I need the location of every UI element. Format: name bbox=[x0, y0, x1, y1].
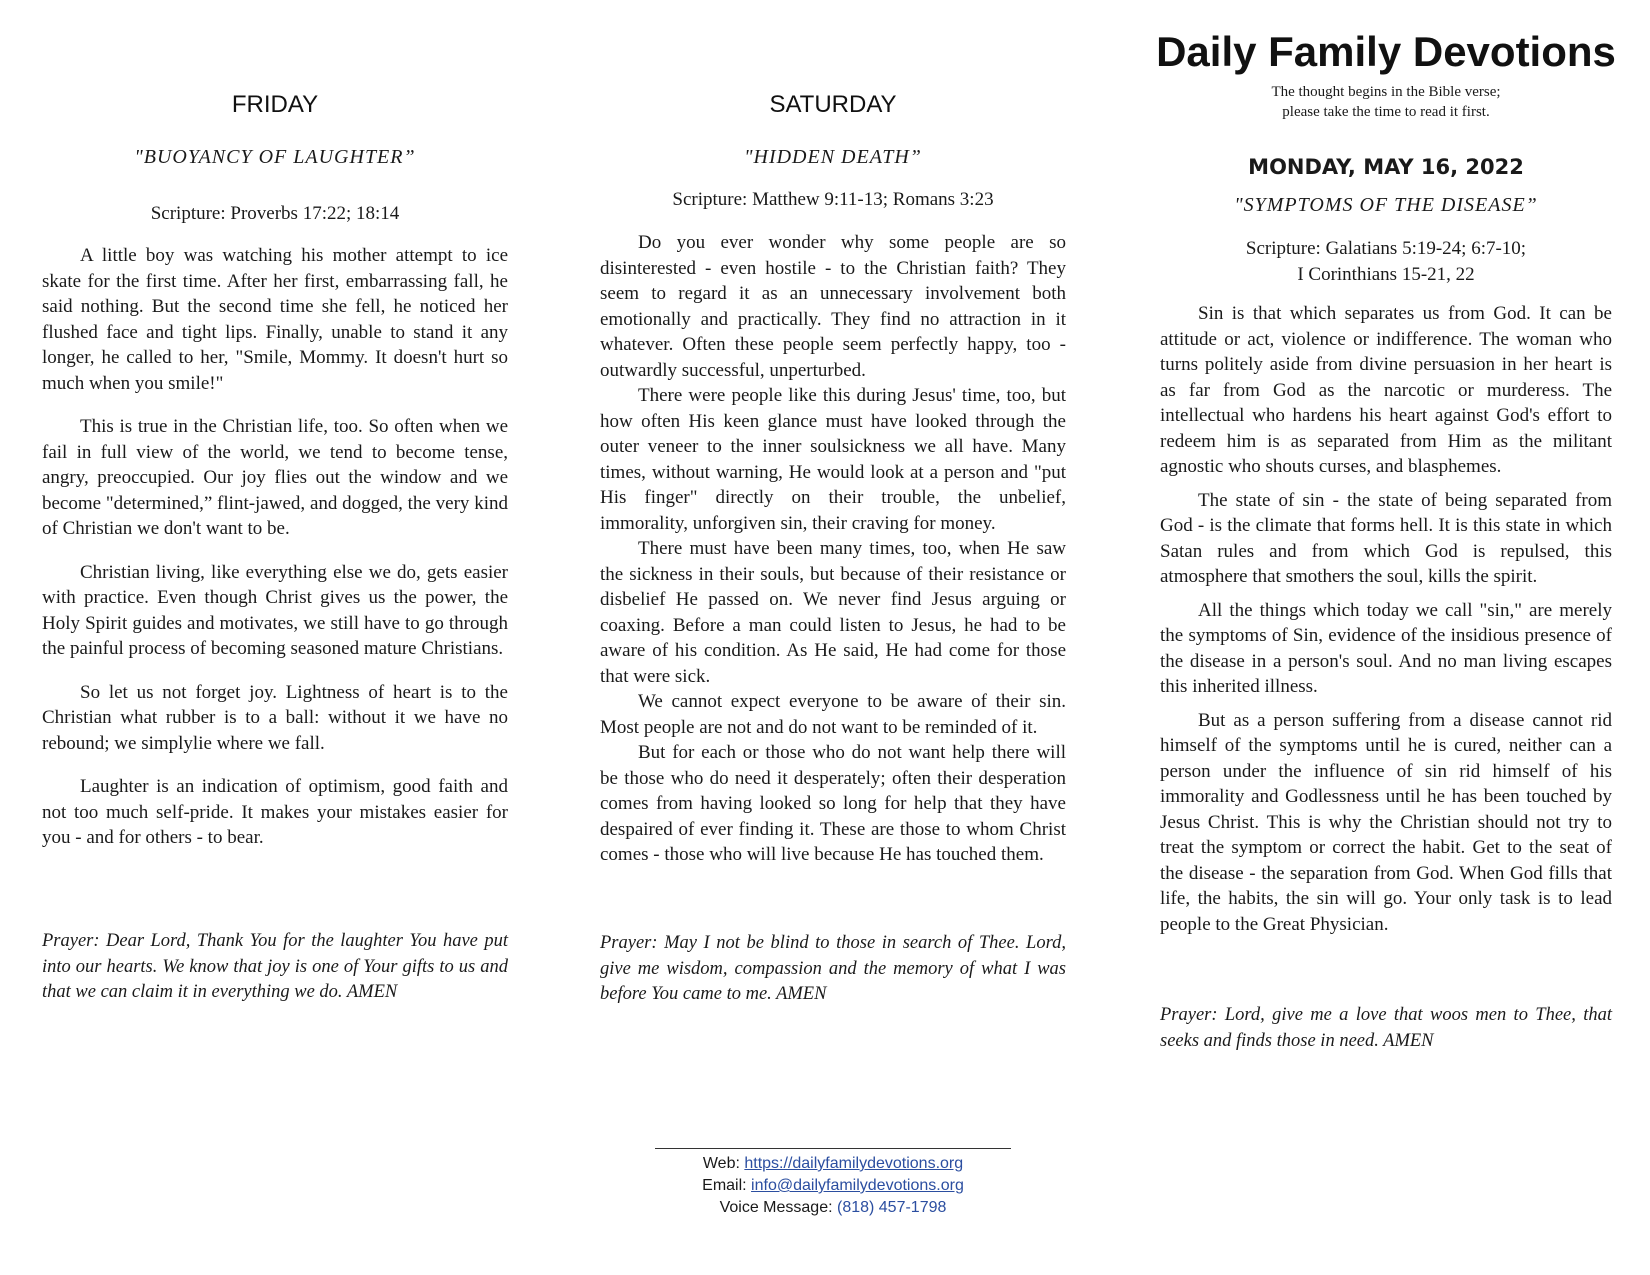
friday-prayer: Prayer: Dear Lord, Thank You for the laughter You have put into our hearts. We know that joy is one of Your gifts to us and that we can claim it in everything we do. AMEN bbox=[42, 931, 508, 1002]
footer-web-line bbox=[600, 1153, 1066, 1175]
scripture-line: Scripture: Galatians 5:19-24; 6:7-10; bbox=[1245, 238, 1527, 259]
monday-scripture bbox=[1160, 236, 1612, 288]
friday-title: "BUOYANCY OF LAUGHTER” bbox=[134, 146, 416, 168]
monday-paragraph: All the things which today we call "sin," are merely the symptoms of Sin, evidence of the insidious presence of the disease in a person's soul. And no man living escapes this inherited illness. bbox=[1160, 599, 1612, 697]
friday-body bbox=[42, 243, 508, 869]
contact-footer bbox=[600, 1148, 1066, 1219]
email-label: Email: bbox=[702, 1177, 752, 1194]
saturday-paragraph: But for each or those who do not want help there will be those who do need it desperately; often their desperation comes from having looked so long for help that they have despaired of ever finding it. These are those to whom Christ comes - those who will live because He has touched them. bbox=[600, 742, 1066, 865]
saturday-heading: SATURDAY bbox=[769, 91, 897, 118]
saturday-title: "HIDDEN DEATH” bbox=[744, 146, 922, 168]
monday-paragraph: But as a person suffering from a disease cannot rid himself of the symptoms until he is cured, neither can a person under the influence of sin rid himself of his immorality and Godlessness until he has been touched by Jesus Christ. This is why the Christian should not try to treat the symptom or correct the habit. Get to the seat of the disease - the separation from God. When God fills that life, the habits, the sin will go. Your only task is to lead people to the Great Physician. bbox=[1160, 709, 1612, 935]
saturday-paragraph: There must have been many times, too, when He saw the sickness in their souls, but because of their resistance or disbelief He passed on. We never find Jesus arguing or coaxing. Before a man could listen to Jesus, he had to be aware of his condition. As He said, He had come for those that were sick. bbox=[600, 538, 1066, 687]
friday-paragraph: Laughter is an indication of optimism, good faith and not too much self-pride. It makes your mistakes easier for you - and for others - to bear. bbox=[42, 776, 508, 848]
monday-body bbox=[1160, 301, 1612, 945]
saturday-paragraph: There were people like this during Jesus' time, too, but how often His keen glance must have looked through the outer veneer to the inner soulsickness we all have. Many times, without warning, He would look at a person and "put His finger" directly on their trouble, the unbelief, immorality, unforgiven sin, their craving for money. bbox=[600, 385, 1066, 534]
website-link[interactable]: https://dailyfamilydevotions.org bbox=[744, 1155, 964, 1172]
saturday-scripture: Scripture: Matthew 9:11-13; Romans 3:23 bbox=[672, 189, 994, 210]
friday-paragraph: A little boy was watching his mother attempt to ice skate for the first time. After her first, embarrassing fall, he said nothing. But the second time she fell, he noticed her flushed face and tight lips. Finally, unable to stand it any longer, he called to her, "Smile, Mommy. It doesn't hurt so much when you smile!" bbox=[42, 245, 508, 394]
friday-paragraph: So let us not forget joy. Lightness of heart is to the Christian what rubber is to a ball: without it we have no rebound; we simplylie where we fall. bbox=[42, 681, 508, 754]
email-link[interactable]: info@dailyfamilydevotions.org bbox=[751, 1177, 964, 1194]
friday-paragraph: This is true in the Christian life, too. So often when we fail in full view of the world, we tend to become tense, angry, preoccupied. Our joy flies out the window and we become "determined,” flint-jawed, and dogged, the very kind of Christian we don't want to be. bbox=[42, 416, 508, 539]
monday-prayer: Prayer: Lord, give me a love that woos men to Thee, that seeks and finds those in need. AMEN bbox=[1160, 1005, 1612, 1051]
saturday-paragraph: We cannot expect everyone to be aware of their sin. Most people are not and do not want to be reminded of it. bbox=[600, 691, 1066, 738]
tagline-line: The thought begins in the Bible verse; bbox=[1271, 84, 1501, 100]
phone-number[interactable]: (818) 457-1798 bbox=[836, 1199, 947, 1216]
monday-title: "SYMPTOMS OF THE DISEASE” bbox=[1234, 194, 1538, 216]
saturday-prayer: Prayer: May I not be blind to those in search of Thee. Lord, give me wisdom, compassion and the memory of what I was before You came to me. AMEN bbox=[600, 933, 1066, 1004]
masthead-tagline bbox=[1160, 82, 1612, 122]
friday-paragraph: Christian living, like everything else we do, gets easier with practice. Even though Christ gives us the power, the Holy Spirit guides and motivates, we still have to go through the painful process of becoming seasoned mature Christians. bbox=[42, 561, 508, 659]
monday-paragraph: Sin is that which separates us from God. It can be attitude or act, violence or indifference. The woman who turns politely aside from divine persuasion in her heart is as far from God as the narcotic or murderess. The intellectual who hardens his heart against God's effort to redeem him is as separated from Him as the militant agnostic who shouts curses, and blasphemes. bbox=[1160, 303, 1612, 477]
masthead-title: Daily Family Devotions bbox=[1156, 28, 1616, 75]
monday-date: MONDAY, MAY 16, 2022 bbox=[1248, 155, 1524, 179]
saturday-body bbox=[600, 230, 1066, 868]
friday-heading: FRIDAY bbox=[231, 91, 319, 118]
voice-label: Voice Message: bbox=[719, 1199, 837, 1216]
footer-voice-line bbox=[600, 1197, 1066, 1219]
monday-paragraph: The state of sin - the state of being separated from God - is the climate that forms hell. It is this state in which Satan rules and from which God is repulsed, this atmosphere that smothers the soul, kills the spirit. bbox=[1160, 489, 1612, 587]
scripture-line: I Corinthians 15-21, 22 bbox=[1297, 264, 1475, 285]
footer-email-line bbox=[600, 1175, 1066, 1197]
saturday-paragraph: Do you ever wonder why some people are so disinterested - even hostile - to the Christian faith? They seem to regard it as an unnecessary involvement both emotionally and practically. They find no attraction in it whatever. Often these people seem perfectly happy, too - outwardly successful, unperturbed. bbox=[600, 232, 1066, 381]
friday-scripture: Scripture: Proverbs 17:22; 18:14 bbox=[150, 203, 400, 224]
web-label: Web: bbox=[702, 1155, 745, 1172]
tagline-line: please take the time to read it first. bbox=[1282, 104, 1490, 120]
footer-divider bbox=[655, 1148, 1011, 1149]
